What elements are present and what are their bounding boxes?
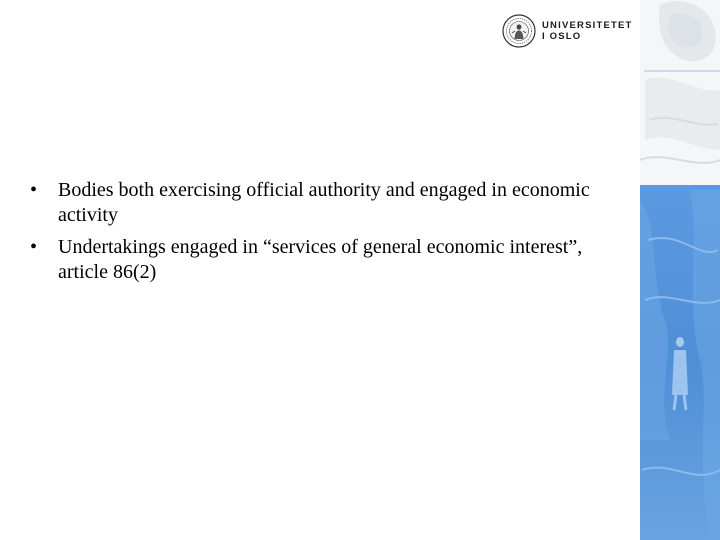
statue-graphic [640, 0, 720, 540]
university-wordmark [542, 20, 633, 42]
wordmark-line2: I OSLO [542, 31, 582, 42]
bullet-item [30, 235, 620, 285]
slide-body [30, 178, 620, 292]
bullet-text: Undertakings engaged in “services of general economic interest”, article 86(2) [58, 236, 583, 283]
bullet-item [30, 178, 620, 228]
decorative-side-strip [640, 0, 720, 540]
bullet-list [30, 178, 620, 285]
wordmark-line1: UNIVERSITETET [542, 20, 633, 31]
university-logo [502, 14, 637, 50]
bullet-marker: • [30, 179, 38, 201]
university-seal-icon [502, 14, 536, 48]
bullet-marker: • [30, 236, 38, 258]
bullet-text: Bodies both exercising official authority and engaged in economic activity [58, 179, 590, 226]
